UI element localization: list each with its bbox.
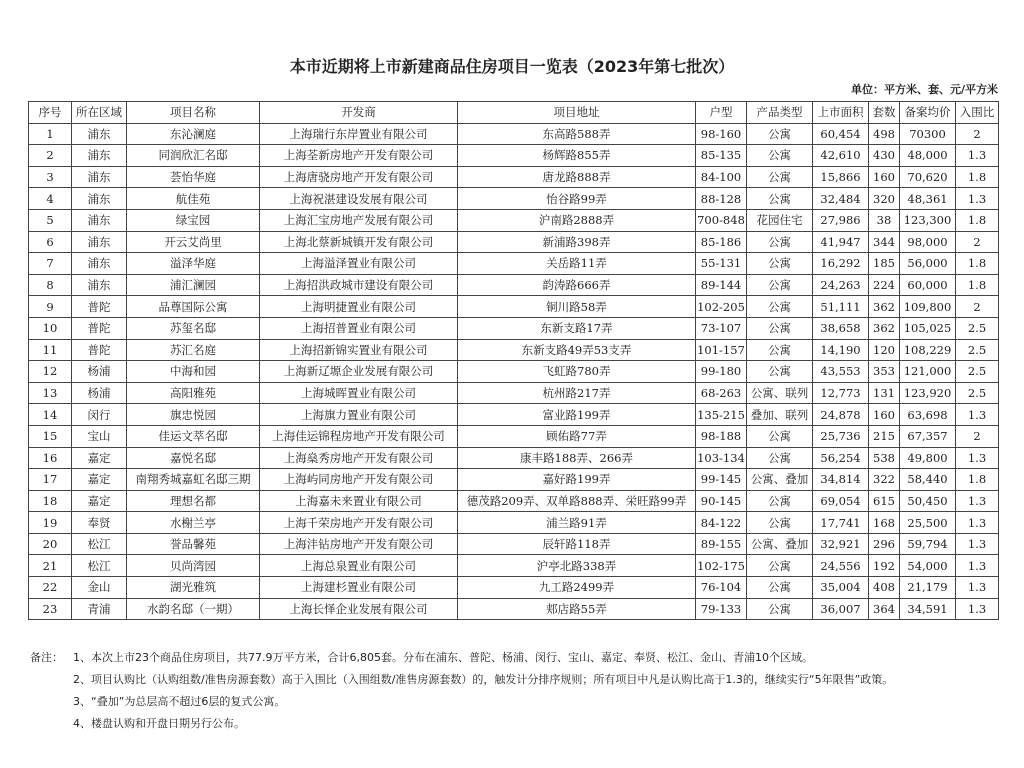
table-cell: 公寓 xyxy=(747,361,813,383)
table-cell: 康丰路188弄、266弄 xyxy=(458,447,696,469)
table-cell: 12 xyxy=(29,361,72,383)
table-cell: 普陀 xyxy=(72,339,127,361)
table-row xyxy=(29,598,999,620)
table-cell: 69,054 xyxy=(813,490,869,512)
table-cell: 2 xyxy=(956,123,999,145)
table-cell: 公寓 xyxy=(747,231,813,253)
table-cell: 3 xyxy=(29,166,72,188)
table-cell: 1.3 xyxy=(956,598,999,620)
table-cell: 嘉定 xyxy=(72,490,127,512)
table-cell: 1.3 xyxy=(956,490,999,512)
table-cell: 上海千荣房地产开发有限公司 xyxy=(260,512,458,534)
table-cell: 高阳雅苑 xyxy=(127,382,260,404)
table-cell: 2 xyxy=(29,145,72,167)
table-cell: 14 xyxy=(29,404,72,426)
table-cell: 公寓、叠加 xyxy=(747,469,813,491)
table-cell: 杨浦 xyxy=(72,361,127,383)
table-cell: 怡谷路99弄 xyxy=(458,188,696,210)
table-cell: 上海总泉置业有限公司 xyxy=(260,555,458,577)
table-cell: 1.3 xyxy=(956,533,999,555)
table-cell: 上海长怿企业发展有限公司 xyxy=(260,598,458,620)
table-cell: 41,947 xyxy=(813,231,869,253)
column-header: 项目地址 xyxy=(458,102,696,124)
column-header: 入围比 xyxy=(956,102,999,124)
table-cell: 32,921 xyxy=(813,533,869,555)
table-cell: 公寓 xyxy=(747,274,813,296)
table-cell: 韵涛路666弄 xyxy=(458,274,696,296)
table-cell: 105,025 xyxy=(900,317,956,339)
table-cell: 浦东 xyxy=(72,123,127,145)
table-row xyxy=(29,404,999,426)
table-row xyxy=(29,274,999,296)
table-cell: 嘉定 xyxy=(72,447,127,469)
table-cell: 320 xyxy=(869,188,900,210)
table-cell: 55-131 xyxy=(696,253,747,275)
table-cell: 16,292 xyxy=(813,253,869,275)
table-cell: 68-263 xyxy=(696,382,747,404)
table-cell: 嘉定 xyxy=(72,469,127,491)
table-cell: 123,920 xyxy=(900,382,956,404)
table-cell: 上海招普置业有限公司 xyxy=(260,317,458,339)
table-cell: 344 xyxy=(869,231,900,253)
table-cell: 杨辉路855弄 xyxy=(458,145,696,167)
table-cell: 123,300 xyxy=(900,209,956,231)
table-cell: 1.3 xyxy=(956,188,999,210)
table-row xyxy=(29,145,999,167)
table-cell: 7 xyxy=(29,253,72,275)
table-cell: 79-133 xyxy=(696,598,747,620)
table-cell: 13 xyxy=(29,382,72,404)
table-cell: 49,800 xyxy=(900,447,956,469)
table-cell: 杨浦 xyxy=(72,382,127,404)
table-cell: 430 xyxy=(869,145,900,167)
column-header: 备案均价 xyxy=(900,102,956,124)
table-cell: 362 xyxy=(869,296,900,318)
table-cell: 浦兰路91弄 xyxy=(458,512,696,534)
table-cell: 金山 xyxy=(72,577,127,599)
table-cell: 121,000 xyxy=(900,361,956,383)
table-cell: 84-100 xyxy=(696,166,747,188)
table-cell: 公寓 xyxy=(747,296,813,318)
table-cell: 关岳路11弄 xyxy=(458,253,696,275)
table-cell: 51,111 xyxy=(813,296,869,318)
table-cell: 浦东 xyxy=(72,231,127,253)
table-cell: 2.5 xyxy=(956,382,999,404)
table-cell: 公寓 xyxy=(747,490,813,512)
column-header: 项目名称 xyxy=(127,102,260,124)
table-cell: 67,357 xyxy=(900,425,956,447)
table-cell: 9 xyxy=(29,296,72,318)
table-cell: 辰轩路118弄 xyxy=(458,533,696,555)
table-cell: 公寓 xyxy=(747,166,813,188)
table-cell: 14,190 xyxy=(813,339,869,361)
table-cell: 沪南路2888弄 xyxy=(458,209,696,231)
table-cell: 嘉悦名邸 xyxy=(127,447,260,469)
table-cell: 120 xyxy=(869,339,900,361)
table-cell: 上海北蔡新城镇开发有限公司 xyxy=(260,231,458,253)
table-cell: 浦东 xyxy=(72,274,127,296)
table-row xyxy=(29,512,999,534)
table-cell: 贝尚湾园 xyxy=(127,555,260,577)
note-item: 1、本次上市23个商品住房项目，共77.9万平方米，合计6,805套。分布在浦东、普陀、杨浦、闵行、宝山、嘉定、奉贤、松江、金山、青浦10个区域。 xyxy=(73,651,813,664)
table-cell: 48,000 xyxy=(900,145,956,167)
table-cell: 21 xyxy=(29,555,72,577)
table-cell: 296 xyxy=(869,533,900,555)
table-cell: 98,000 xyxy=(900,231,956,253)
table-cell: 公寓 xyxy=(747,339,813,361)
table-cell: 60,454 xyxy=(813,123,869,145)
table-cell: 松江 xyxy=(72,555,127,577)
column-header: 序号 xyxy=(29,102,72,124)
table-cell: 27,986 xyxy=(813,209,869,231)
table-cell: 168 xyxy=(869,512,900,534)
table-cell: 1.8 xyxy=(956,166,999,188)
project-table xyxy=(28,101,999,620)
table-cell: 1.3 xyxy=(956,555,999,577)
table-cell: 1.3 xyxy=(956,577,999,599)
table-cell: 364 xyxy=(869,598,900,620)
table-cell: 理想名都 xyxy=(127,490,260,512)
table-cell: 公寓 xyxy=(747,145,813,167)
table-row xyxy=(29,490,999,512)
table-cell: 上海新辽塬企业发展有限公司 xyxy=(260,361,458,383)
table-cell: 102-205 xyxy=(696,296,747,318)
table-cell: 2.5 xyxy=(956,317,999,339)
table-cell: 上海建杉置业有限公司 xyxy=(260,577,458,599)
table-cell: 408 xyxy=(869,577,900,599)
table-cell: 苏玺名邸 xyxy=(127,317,260,339)
table-cell: 上海招洪政城市建设有限公司 xyxy=(260,274,458,296)
table-cell: 88-128 xyxy=(696,188,747,210)
table-cell: 84-122 xyxy=(696,512,747,534)
table-cell: 5 xyxy=(29,209,72,231)
table-cell: 43,553 xyxy=(813,361,869,383)
table-cell: 水韵名邸（一期） xyxy=(127,598,260,620)
table-cell: 160 xyxy=(869,166,900,188)
table-cell: 322 xyxy=(869,469,900,491)
table-cell: 郏店路55弄 xyxy=(458,598,696,620)
table-row xyxy=(29,317,999,339)
table-cell: 17 xyxy=(29,469,72,491)
table-cell: 700-848 xyxy=(696,209,747,231)
table-cell: 东新支路17弄 xyxy=(458,317,696,339)
table-cell: 185 xyxy=(869,253,900,275)
table-cell: 公寓 xyxy=(747,555,813,577)
notes xyxy=(30,647,893,735)
table-cell: 89-144 xyxy=(696,274,747,296)
table-cell: 嘉好路199弄 xyxy=(458,469,696,491)
table-cell: 89-155 xyxy=(696,533,747,555)
table-cell: 103-134 xyxy=(696,447,747,469)
table-cell: 公寓 xyxy=(747,123,813,145)
table-cell: 公寓 xyxy=(747,598,813,620)
table-row xyxy=(29,209,999,231)
table-cell: 1.3 xyxy=(956,447,999,469)
table-row xyxy=(29,469,999,491)
table-cell: 上海溢泽置业有限公司 xyxy=(260,253,458,275)
table-cell: 荟怡华庭 xyxy=(127,166,260,188)
table-cell: 2 xyxy=(956,296,999,318)
table-cell: 25,500 xyxy=(900,512,956,534)
table-row xyxy=(29,123,999,145)
table-cell: 135-215 xyxy=(696,404,747,426)
table-cell: 东新支路49弄53支弄 xyxy=(458,339,696,361)
table-row xyxy=(29,555,999,577)
column-header: 产品类型 xyxy=(747,102,813,124)
table-cell: 公寓 xyxy=(747,253,813,275)
table-cell: 36,007 xyxy=(813,598,869,620)
table-cell: 23 xyxy=(29,598,72,620)
table-cell: 38 xyxy=(869,209,900,231)
table-cell: 2.5 xyxy=(956,361,999,383)
table-row xyxy=(29,188,999,210)
column-header: 套数 xyxy=(869,102,900,124)
table-cell: 奉贤 xyxy=(72,512,127,534)
table-cell: 公寓 xyxy=(747,317,813,339)
table-cell: 15,866 xyxy=(813,166,869,188)
table-cell: 1.8 xyxy=(956,469,999,491)
table-cell: 1.3 xyxy=(956,145,999,167)
table-cell: 4 xyxy=(29,188,72,210)
table-cell: 公寓、联列 xyxy=(747,382,813,404)
table-cell: 水榭兰亭 xyxy=(127,512,260,534)
table-cell: 59,794 xyxy=(900,533,956,555)
table-cell: 上海燊秀房地产开发有限公司 xyxy=(260,447,458,469)
table-row xyxy=(29,296,999,318)
table-cell: 2.5 xyxy=(956,339,999,361)
table-row xyxy=(29,425,999,447)
table-cell: 1.8 xyxy=(956,253,999,275)
table-cell: 8 xyxy=(29,274,72,296)
table-cell: 15 xyxy=(29,425,72,447)
table-cell: 16 xyxy=(29,447,72,469)
column-header: 户型 xyxy=(696,102,747,124)
table-cell: 飞虹路780弄 xyxy=(458,361,696,383)
table-cell: 溢泽华庭 xyxy=(127,253,260,275)
table-cell: 普陀 xyxy=(72,296,127,318)
table-cell: 上海祝湛建设发展有限公司 xyxy=(260,188,458,210)
table-cell: 上海汇宝房地产发展有限公司 xyxy=(260,209,458,231)
table-row xyxy=(29,577,999,599)
note-item: 4、楼盘认购和开盘日期另行公布。 xyxy=(73,717,245,730)
table-cell: 63,698 xyxy=(900,404,956,426)
table-cell: 中海和园 xyxy=(127,361,260,383)
table-cell: 20 xyxy=(29,533,72,555)
table-cell: 60,000 xyxy=(900,274,956,296)
table-cell: 1 xyxy=(29,123,72,145)
table-cell: 85-186 xyxy=(696,231,747,253)
table-cell: 1.3 xyxy=(956,512,999,534)
table-row xyxy=(29,447,999,469)
note-item: 2、项目认购比（认购组数/准售房源套数）高于入围比（入围组数/准售房源套数）的，触发计分排序规则；所有项目中凡是认购比高于1.3的，继续实行“5年限售”政策。 xyxy=(73,673,894,686)
table-cell: 98-160 xyxy=(696,123,747,145)
table-cell: 6 xyxy=(29,231,72,253)
table-row xyxy=(29,361,999,383)
table-cell: 上海佳运锦程房地产开发有限公司 xyxy=(260,425,458,447)
table-cell: 上海嘉未来置业有限公司 xyxy=(260,490,458,512)
table-cell: 224 xyxy=(869,274,900,296)
table-cell: 富业路199弄 xyxy=(458,404,696,426)
table-cell: 22 xyxy=(29,577,72,599)
table-cell: 宝山 xyxy=(72,425,127,447)
table-cell: 12,773 xyxy=(813,382,869,404)
column-header: 所在区域 xyxy=(72,102,127,124)
column-header: 上市面积 xyxy=(813,102,869,124)
table-cell: 青浦 xyxy=(72,598,127,620)
table-cell: 362 xyxy=(869,317,900,339)
unit-label: 单位：平方米、套、元/平方米 xyxy=(850,83,998,96)
table-cell: 松江 xyxy=(72,533,127,555)
table-cell: 38,658 xyxy=(813,317,869,339)
table-cell: 公寓 xyxy=(747,577,813,599)
table-cell: 浦东 xyxy=(72,253,127,275)
table-cell: 24,556 xyxy=(813,555,869,577)
table-cell: 上海唐骁房地产开发有限公司 xyxy=(260,166,458,188)
table-cell: 90-145 xyxy=(696,490,747,512)
table-cell: 南翔秀城嘉虹名邸三期 xyxy=(127,469,260,491)
table-cell: 76-104 xyxy=(696,577,747,599)
table-cell: 东高路588弄 xyxy=(458,123,696,145)
table-cell: 102-175 xyxy=(696,555,747,577)
table-row xyxy=(29,166,999,188)
table-row xyxy=(29,231,999,253)
page-title: 本市近期将上市新建商品住房项目一览表（2023年第七批次） xyxy=(289,57,735,76)
table-cell: 99-180 xyxy=(696,361,747,383)
table-cell: 615 xyxy=(869,490,900,512)
column-header: 开发商 xyxy=(260,102,458,124)
table-cell: 浦汇澜园 xyxy=(127,274,260,296)
table-cell: 215 xyxy=(869,425,900,447)
table-cell: 1.3 xyxy=(956,404,999,426)
table-cell: 绿宝园 xyxy=(127,209,260,231)
table-cell: 19 xyxy=(29,512,72,534)
table-cell: 浦东 xyxy=(72,166,127,188)
table-cell: 铜川路58弄 xyxy=(458,296,696,318)
table-cell: 48,361 xyxy=(900,188,956,210)
table-cell: 上海旗力置业有限公司 xyxy=(260,404,458,426)
notes-label: 备注： xyxy=(30,651,63,664)
table-cell: 上海招新锦实置业有限公司 xyxy=(260,339,458,361)
table-cell: 99-145 xyxy=(696,469,747,491)
table-cell: 2 xyxy=(956,425,999,447)
table-cell: 24,878 xyxy=(813,404,869,426)
table-cell: 1.8 xyxy=(956,274,999,296)
table-cell: 德茂路209弄、双单路888弄、栄旺路99弄 xyxy=(458,490,696,512)
table-cell: 131 xyxy=(869,382,900,404)
table-cell: 杭州路217弄 xyxy=(458,382,696,404)
table-cell: 上海沣钻房地产开发有限公司 xyxy=(260,533,458,555)
table-cell: 公寓 xyxy=(747,425,813,447)
table-cell: 24,263 xyxy=(813,274,869,296)
table-cell: 98-188 xyxy=(696,425,747,447)
table-cell: 旗忠悦园 xyxy=(127,404,260,426)
table-cell: 普陀 xyxy=(72,317,127,339)
table-cell: 353 xyxy=(869,361,900,383)
table-cell: 498 xyxy=(869,123,900,145)
table-cell: 东沁澜庭 xyxy=(127,123,260,145)
table-cell: 21,179 xyxy=(900,577,956,599)
table-row xyxy=(29,339,999,361)
table-cell: 58,440 xyxy=(900,469,956,491)
table-row xyxy=(29,382,999,404)
table-cell: 苏汇名庭 xyxy=(127,339,260,361)
table-cell: 70,620 xyxy=(900,166,956,188)
table-cell: 佳运文萃名邸 xyxy=(127,425,260,447)
table-cell: 九工路2499弄 xyxy=(458,577,696,599)
table-cell: 品尊国际公寓 xyxy=(127,296,260,318)
table-cell: 浦东 xyxy=(72,209,127,231)
table-cell: 32,484 xyxy=(813,188,869,210)
table-cell: 101-157 xyxy=(696,339,747,361)
table-cell: 160 xyxy=(869,404,900,426)
table-cell: 10 xyxy=(29,317,72,339)
table-cell: 花园住宅 xyxy=(747,209,813,231)
table-cell: 上海屿同房地产开发有限公司 xyxy=(260,469,458,491)
table-cell: 34,814 xyxy=(813,469,869,491)
table-cell: 湖光雅筑 xyxy=(127,577,260,599)
table-cell: 70300 xyxy=(900,123,956,145)
table-cell: 浦东 xyxy=(72,188,127,210)
table-cell: 公寓 xyxy=(747,188,813,210)
table-cell: 25,736 xyxy=(813,425,869,447)
table-cell: 沪亭北路338弄 xyxy=(458,555,696,577)
table-cell: 109,800 xyxy=(900,296,956,318)
table-cell: 誉品馨苑 xyxy=(127,533,260,555)
table-cell: 上海瑞行东岸置业有限公司 xyxy=(260,123,458,145)
table-cell: 17,741 xyxy=(813,512,869,534)
table-cell: 航佳苑 xyxy=(127,188,260,210)
table-cell: 公寓 xyxy=(747,512,813,534)
table-cell: 11 xyxy=(29,339,72,361)
table-cell: 唐龙路888弄 xyxy=(458,166,696,188)
table-cell: 新浦路398弄 xyxy=(458,231,696,253)
table-cell: 538 xyxy=(869,447,900,469)
table-cell: 公寓 xyxy=(747,447,813,469)
table-cell: 2 xyxy=(956,231,999,253)
table-cell: 34,591 xyxy=(900,598,956,620)
table-cell: 18 xyxy=(29,490,72,512)
table-cell: 85-135 xyxy=(696,145,747,167)
table-cell: 35,004 xyxy=(813,577,869,599)
table-cell: 上海明捷置业有限公司 xyxy=(260,296,458,318)
table-cell: 叠加、联列 xyxy=(747,404,813,426)
table-cell: 顾佑路77弄 xyxy=(458,425,696,447)
note-item: 3、“叠加”为总层高不超过6层的复式公寓。 xyxy=(73,695,286,708)
table-cell: 浦东 xyxy=(72,145,127,167)
table-cell: 73-107 xyxy=(696,317,747,339)
table-cell: 闵行 xyxy=(72,404,127,426)
table-cell: 1.8 xyxy=(956,209,999,231)
table-cell: 42,610 xyxy=(813,145,869,167)
table-cell: 同润欣汇名邸 xyxy=(127,145,260,167)
table-cell: 56,000 xyxy=(900,253,956,275)
table-row xyxy=(29,253,999,275)
table-cell: 192 xyxy=(869,555,900,577)
table-cell: 108,229 xyxy=(900,339,956,361)
table-cell: 上海荃新房地产开发有限公司 xyxy=(260,145,458,167)
table-cell: 开云艾尚里 xyxy=(127,231,260,253)
table-cell: 54,000 xyxy=(900,555,956,577)
table-cell: 上海城晖置业有限公司 xyxy=(260,382,458,404)
table-cell: 50,450 xyxy=(900,490,956,512)
table-header-row xyxy=(29,102,999,124)
table-row xyxy=(29,533,999,555)
table-cell: 56,254 xyxy=(813,447,869,469)
table-cell: 公寓、叠加 xyxy=(747,533,813,555)
